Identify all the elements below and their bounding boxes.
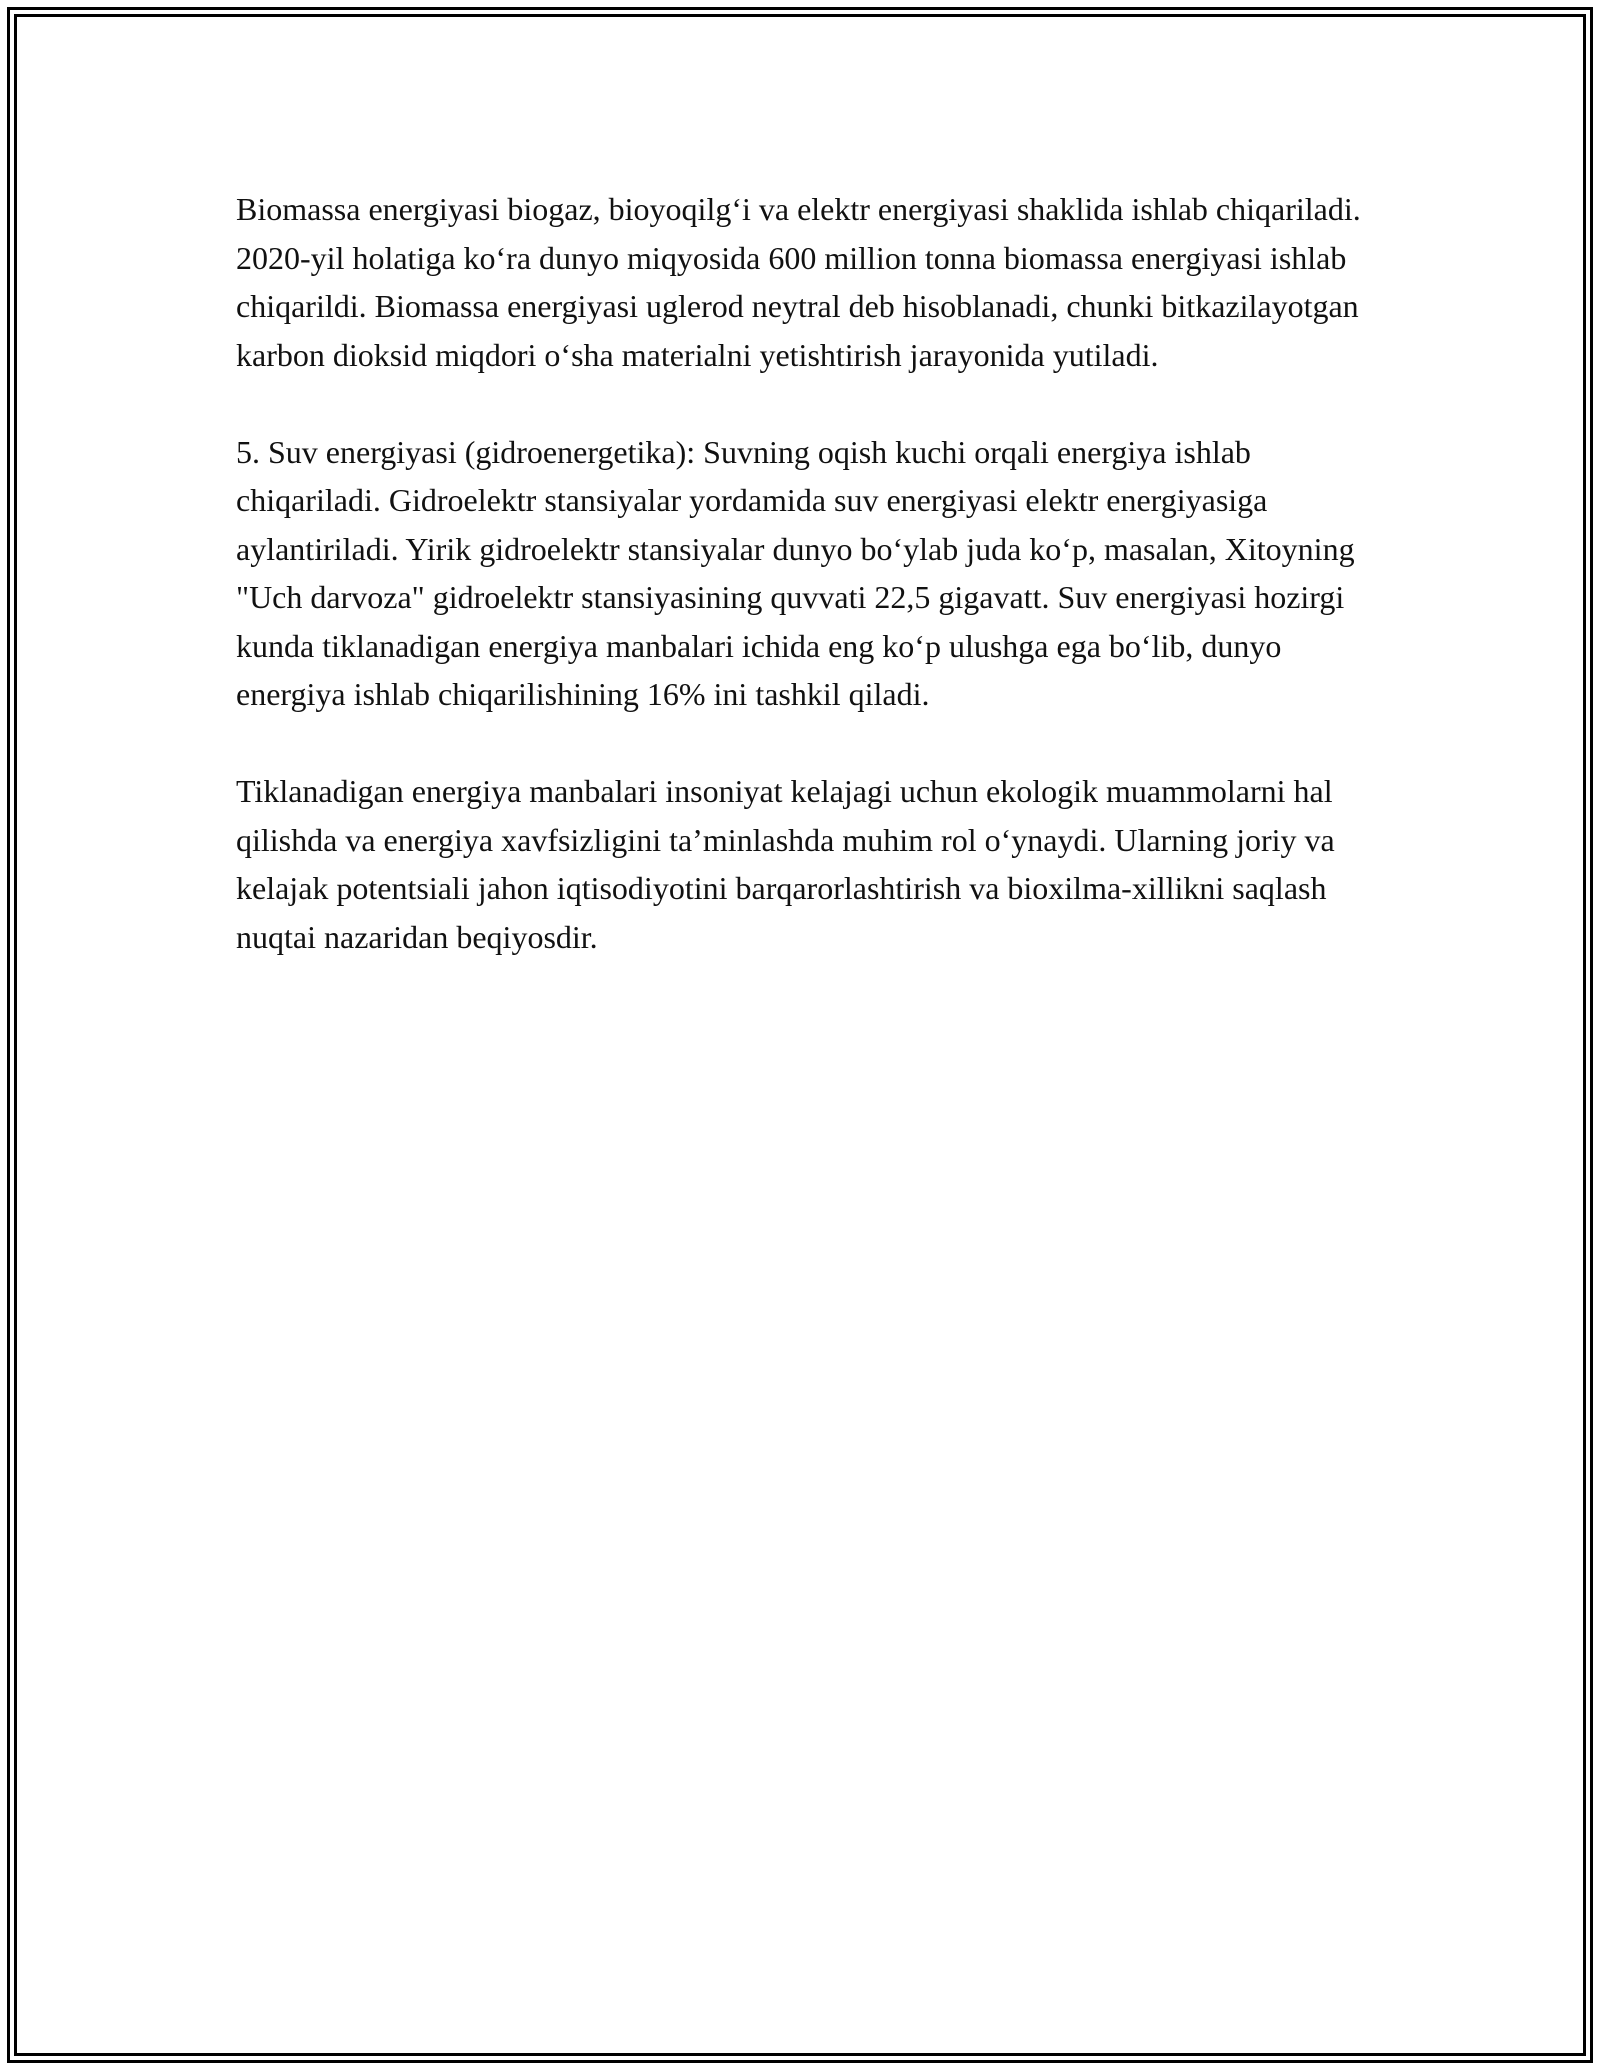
paragraph-biomass: Biomassa energiyasi biogaz, bioyoqilg‘i va elektr energiyasi shaklida ishlab chiqariladi. 2020-yil holatiga ko‘ra dunyo miqyosida 600 million tonna biomassa energiyasi ishlab chiqarildi. Biomassa energiyasi uglerod neytral deb hisoblanadi, chunki bitkazilayotgan karbon dioksid miqdori o‘sha materialni yetishtirish jarayonida yutiladi. — [236, 191, 1361, 373]
document-body — [236, 185, 1376, 1010]
paragraph-hydro-energy: 5. Suv energiyasi (gidroenergetika): Suvning oqish kuchi orqali energiya ishlab chiqariladi. Gidroelektr stansiyalar yordamida suv energiyasi elektr energiyasiga aylantiriladi. Yirik gidroelektr stansiyalar dunyo bo‘ylab juda ko‘p, masalan, Xitoyning "Uch darvoza" gidroelektr stansiyasining quvvati 22,5 gigavatt. Suv energiyasi hozirgi kunda tiklanadigan energiya manbalari ichida eng ko‘p ulushga ega bo‘lib, dunyo energiya ishlab chiqarilishining 16% ini tashkil qiladi. — [236, 433, 1355, 712]
paragraph-conclusion: Tiklanadigan energiya manbalari insoniyat kelajagi uchun ekologik muammolarni hal qilishda va energiya xavfsizligini ta’minlashda muhim rol o‘ynaydi. Ularning joriy va kelajak potentsiali jahon iqtisodiyotini barqarorlashtirish va bioxilma-xillikni saqlash nuqtai nazaridan beqiyosdir. — [236, 773, 1335, 955]
